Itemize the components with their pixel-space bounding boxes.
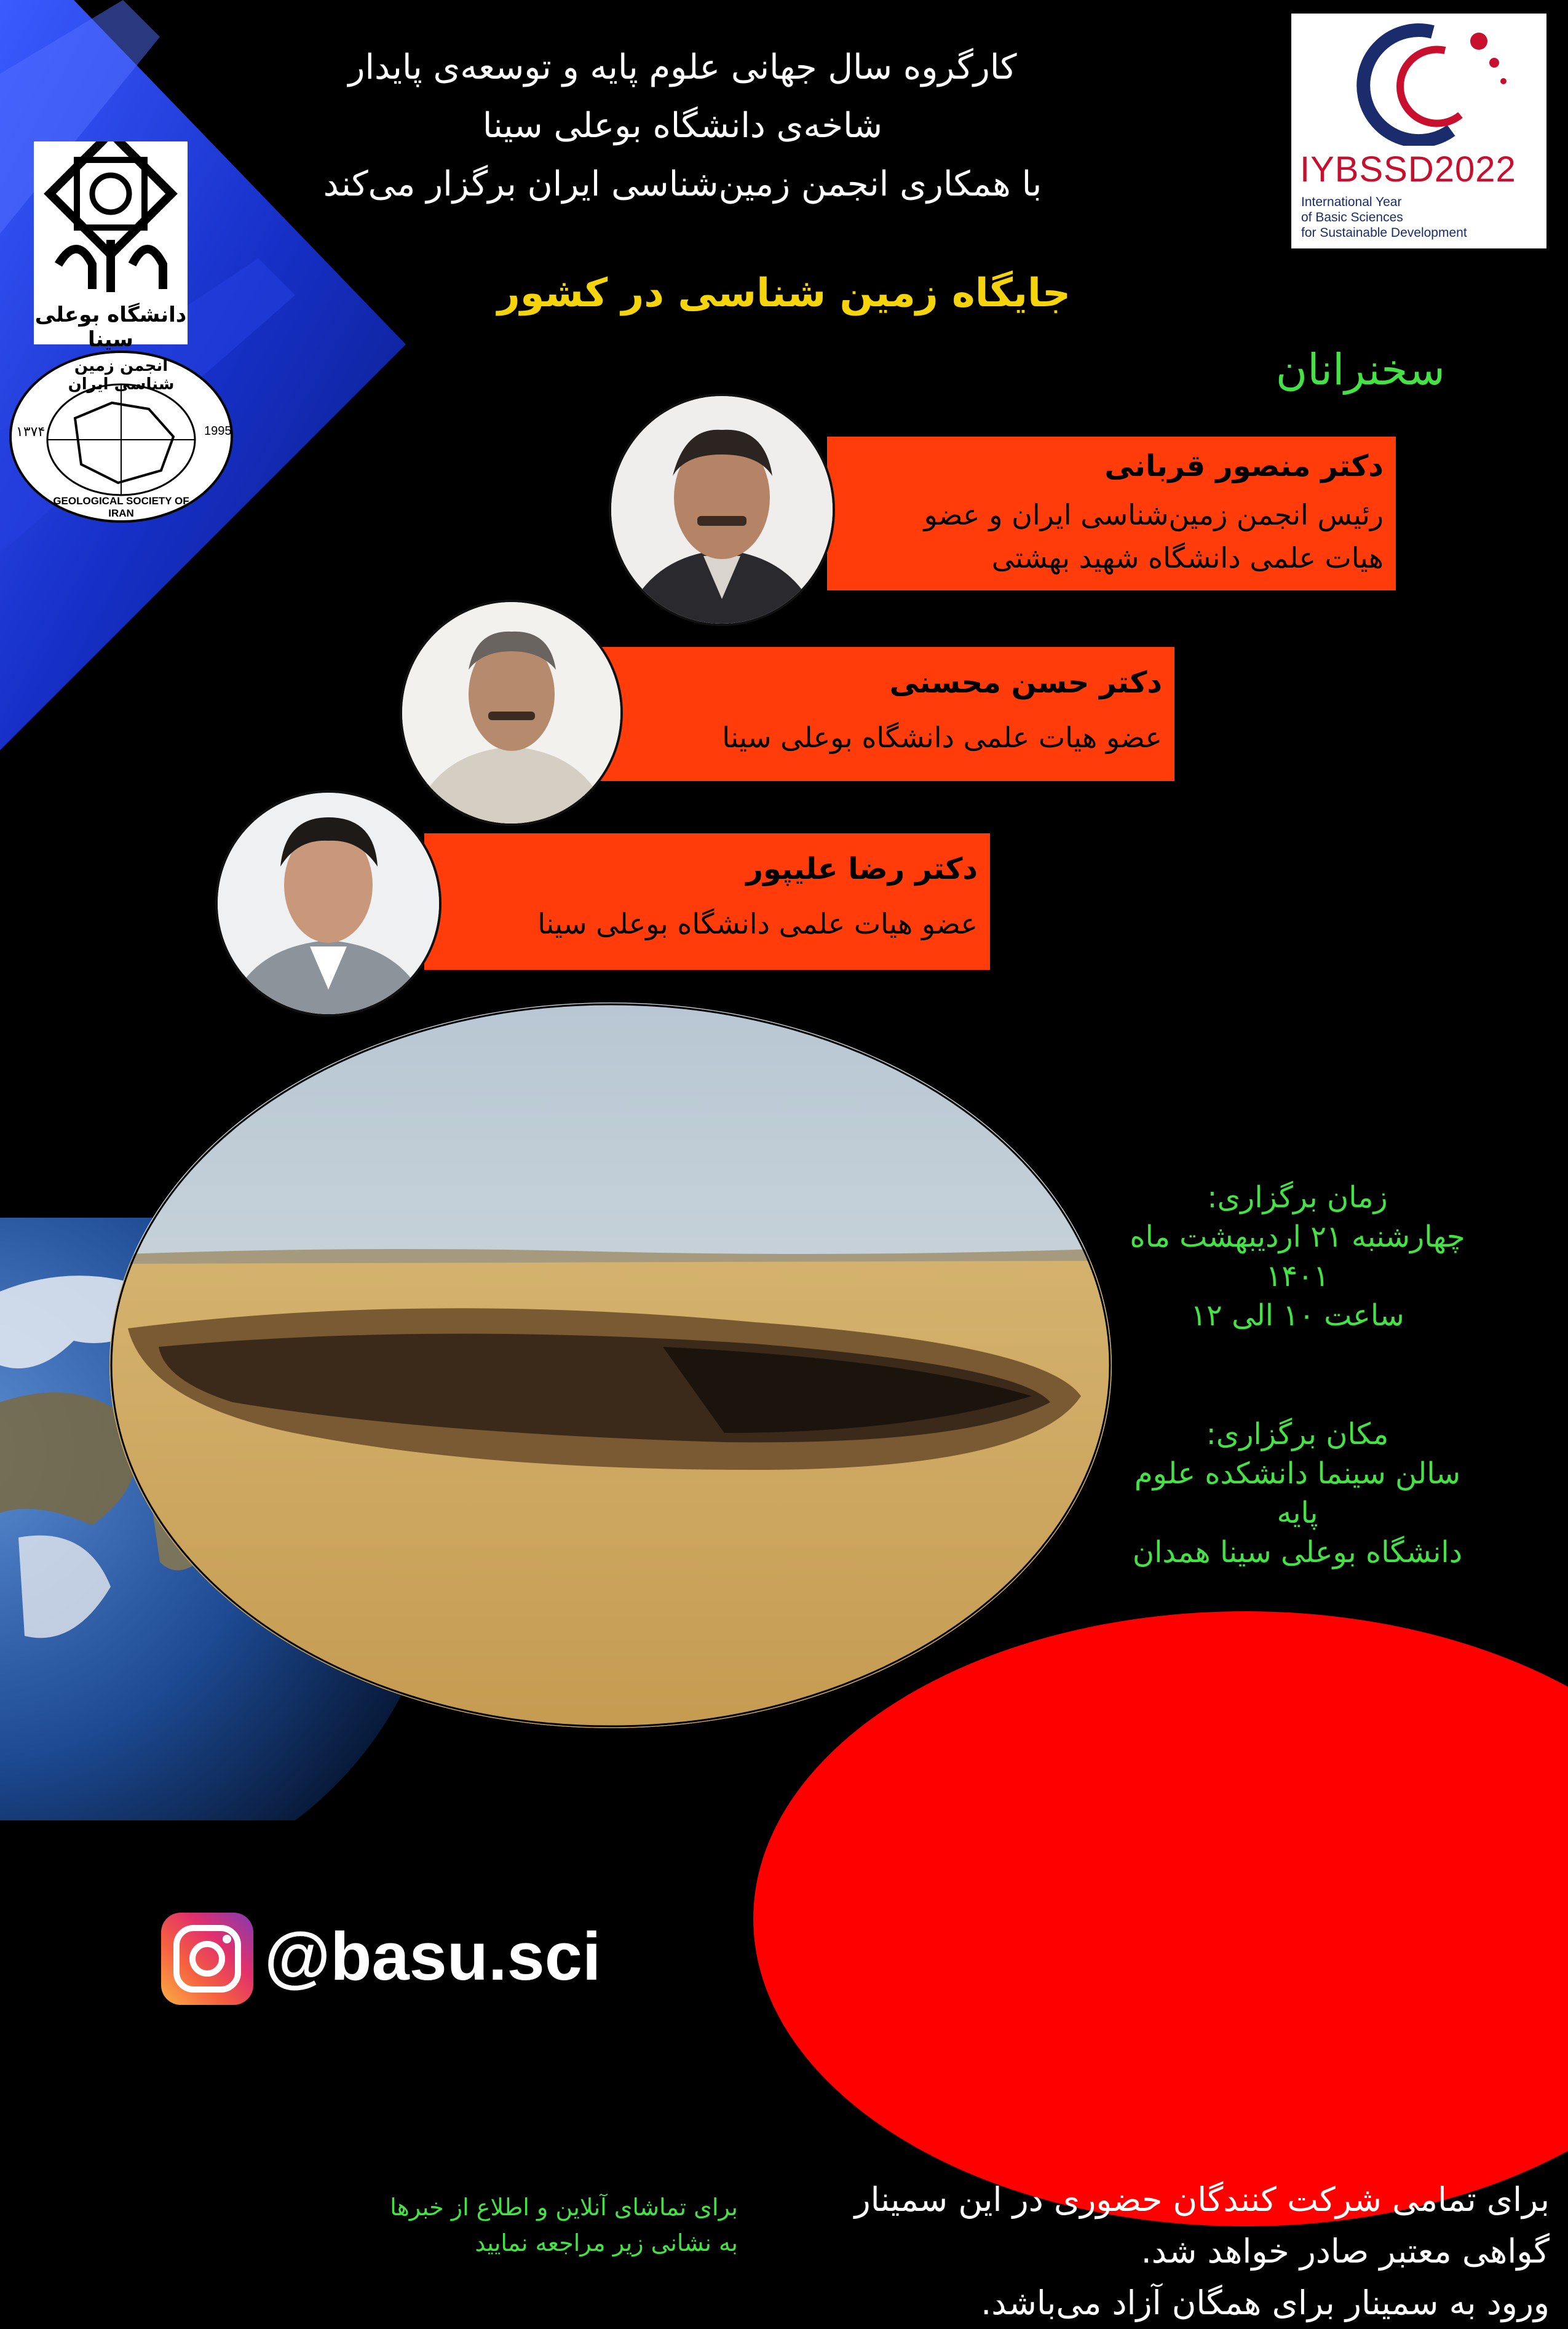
- speakers-heading: سخنرانان: [1275, 344, 1445, 395]
- speaker-photo-1: [609, 394, 835, 626]
- iybssd-swirl-icon: [1291, 14, 1546, 146]
- gsi-label-en: GEOLOGICAL SOCIETY OF IRAN: [53, 495, 189, 519]
- watch-line-1: برای تماشای آنلاین و اطلاع از خبرها: [390, 2194, 738, 2221]
- speaker-role: عضو هیات علمی دانشگاه بوعلی سینا: [722, 721, 1162, 754]
- place-label: مکان برگزاری:: [1206, 1417, 1389, 1451]
- iybssd-title: IYBSSD2022: [1300, 149, 1516, 189]
- geological-society-logo: [7, 344, 235, 523]
- instagram-handle-link[interactable]: @basu.sci: [264, 1919, 601, 1994]
- notice-line-2: گواهی معتبر صادر خواهد شد.: [1141, 2232, 1550, 2271]
- speaker-role: عضو هیات علمی دانشگاه بوعلی سینا: [537, 907, 978, 940]
- gsi-year-fa: ۱۳۷۴: [16, 424, 46, 440]
- header-line-3: با همکاری انجمن زمین‌شناسی ایران برگزار می‌کند: [323, 164, 1042, 204]
- iybssd-logo: [1291, 14, 1546, 248]
- place-line-2: دانشگاه بوعلی سینا همدان: [1132, 1535, 1463, 1569]
- gsi-year-en: 1995: [204, 424, 232, 438]
- speaker-photo-2: [400, 600, 623, 826]
- basu-logo-label: دانشگاه بوعلی سینا: [34, 303, 187, 352]
- person-portrait-icon: [402, 602, 620, 823]
- iybssd-sub-3: for Sustainable Development: [1301, 226, 1467, 240]
- basu-logo: [34, 141, 188, 352]
- watch-line-2: به نشانی زیر مراجعه نمایید: [475, 2229, 738, 2256]
- basu-emblem-icon: [34, 141, 188, 301]
- speaker-photo-3: [215, 790, 441, 1017]
- gsi-label-fa: انجمن زمین شناسی ایران: [68, 357, 175, 394]
- time-date: چهارشنبه ۲۱ اردیبهشت ماه ۱۴۰۱: [1130, 1220, 1465, 1293]
- header-line-2: شاخه‌ی دانشگاه بوعلی سینا: [482, 106, 883, 146]
- iybssd-sub-1: International Year: [1301, 195, 1402, 209]
- time-hours: ساعت ۱۰ الی ۱۲: [1190, 1298, 1404, 1333]
- notice-line-3: ورود به سمینار برای همگان آزاد می‌باشد.: [981, 2283, 1550, 2322]
- speaker-name: دکتر رضا علیپور: [746, 852, 978, 886]
- event-title: جایگاه زمین شناسی در کشور: [497, 271, 1071, 316]
- person-portrait-icon: [611, 396, 833, 624]
- speaker-card-1: [827, 437, 1396, 590]
- place-line-1: سالن سینما دانشکده علوم پایه: [1134, 1456, 1461, 1530]
- speaker-card-3: [424, 833, 990, 970]
- sinkhole-landscape-photo: [109, 1002, 1112, 1728]
- speaker-role: هیات علمی دانشگاه شهید بهشتی: [991, 541, 1384, 574]
- header-line-1: کارگروه سال جهانی علوم پایه و توسعه‌ی پایدار: [348, 47, 1017, 87]
- speaker-name: دکتر منصور قربانی: [1104, 449, 1384, 483]
- time-label: زمان برگزاری:: [1207, 1180, 1388, 1215]
- speaker-role: رئیس انجمن زمین‌شناسی ایران و عضو: [924, 498, 1384, 531]
- notice-block: [787, 2174, 1550, 2329]
- time-block: [1113, 1178, 1482, 1335]
- place-block: [1113, 1414, 1482, 1572]
- instagram-icon[interactable]: [161, 1913, 253, 2005]
- iybssd-sub-2: of Basic Sciences: [1301, 210, 1403, 224]
- notice-line-1: برای تمامی شرکت کنندگان حضوری در این سمینار: [854, 2180, 1550, 2219]
- speaker-name: دکتر حسن محسنی: [889, 665, 1162, 700]
- watch-online-text: [344, 2189, 738, 2261]
- speaker-card-2: [593, 647, 1174, 781]
- person-portrait-icon: [218, 793, 439, 1014]
